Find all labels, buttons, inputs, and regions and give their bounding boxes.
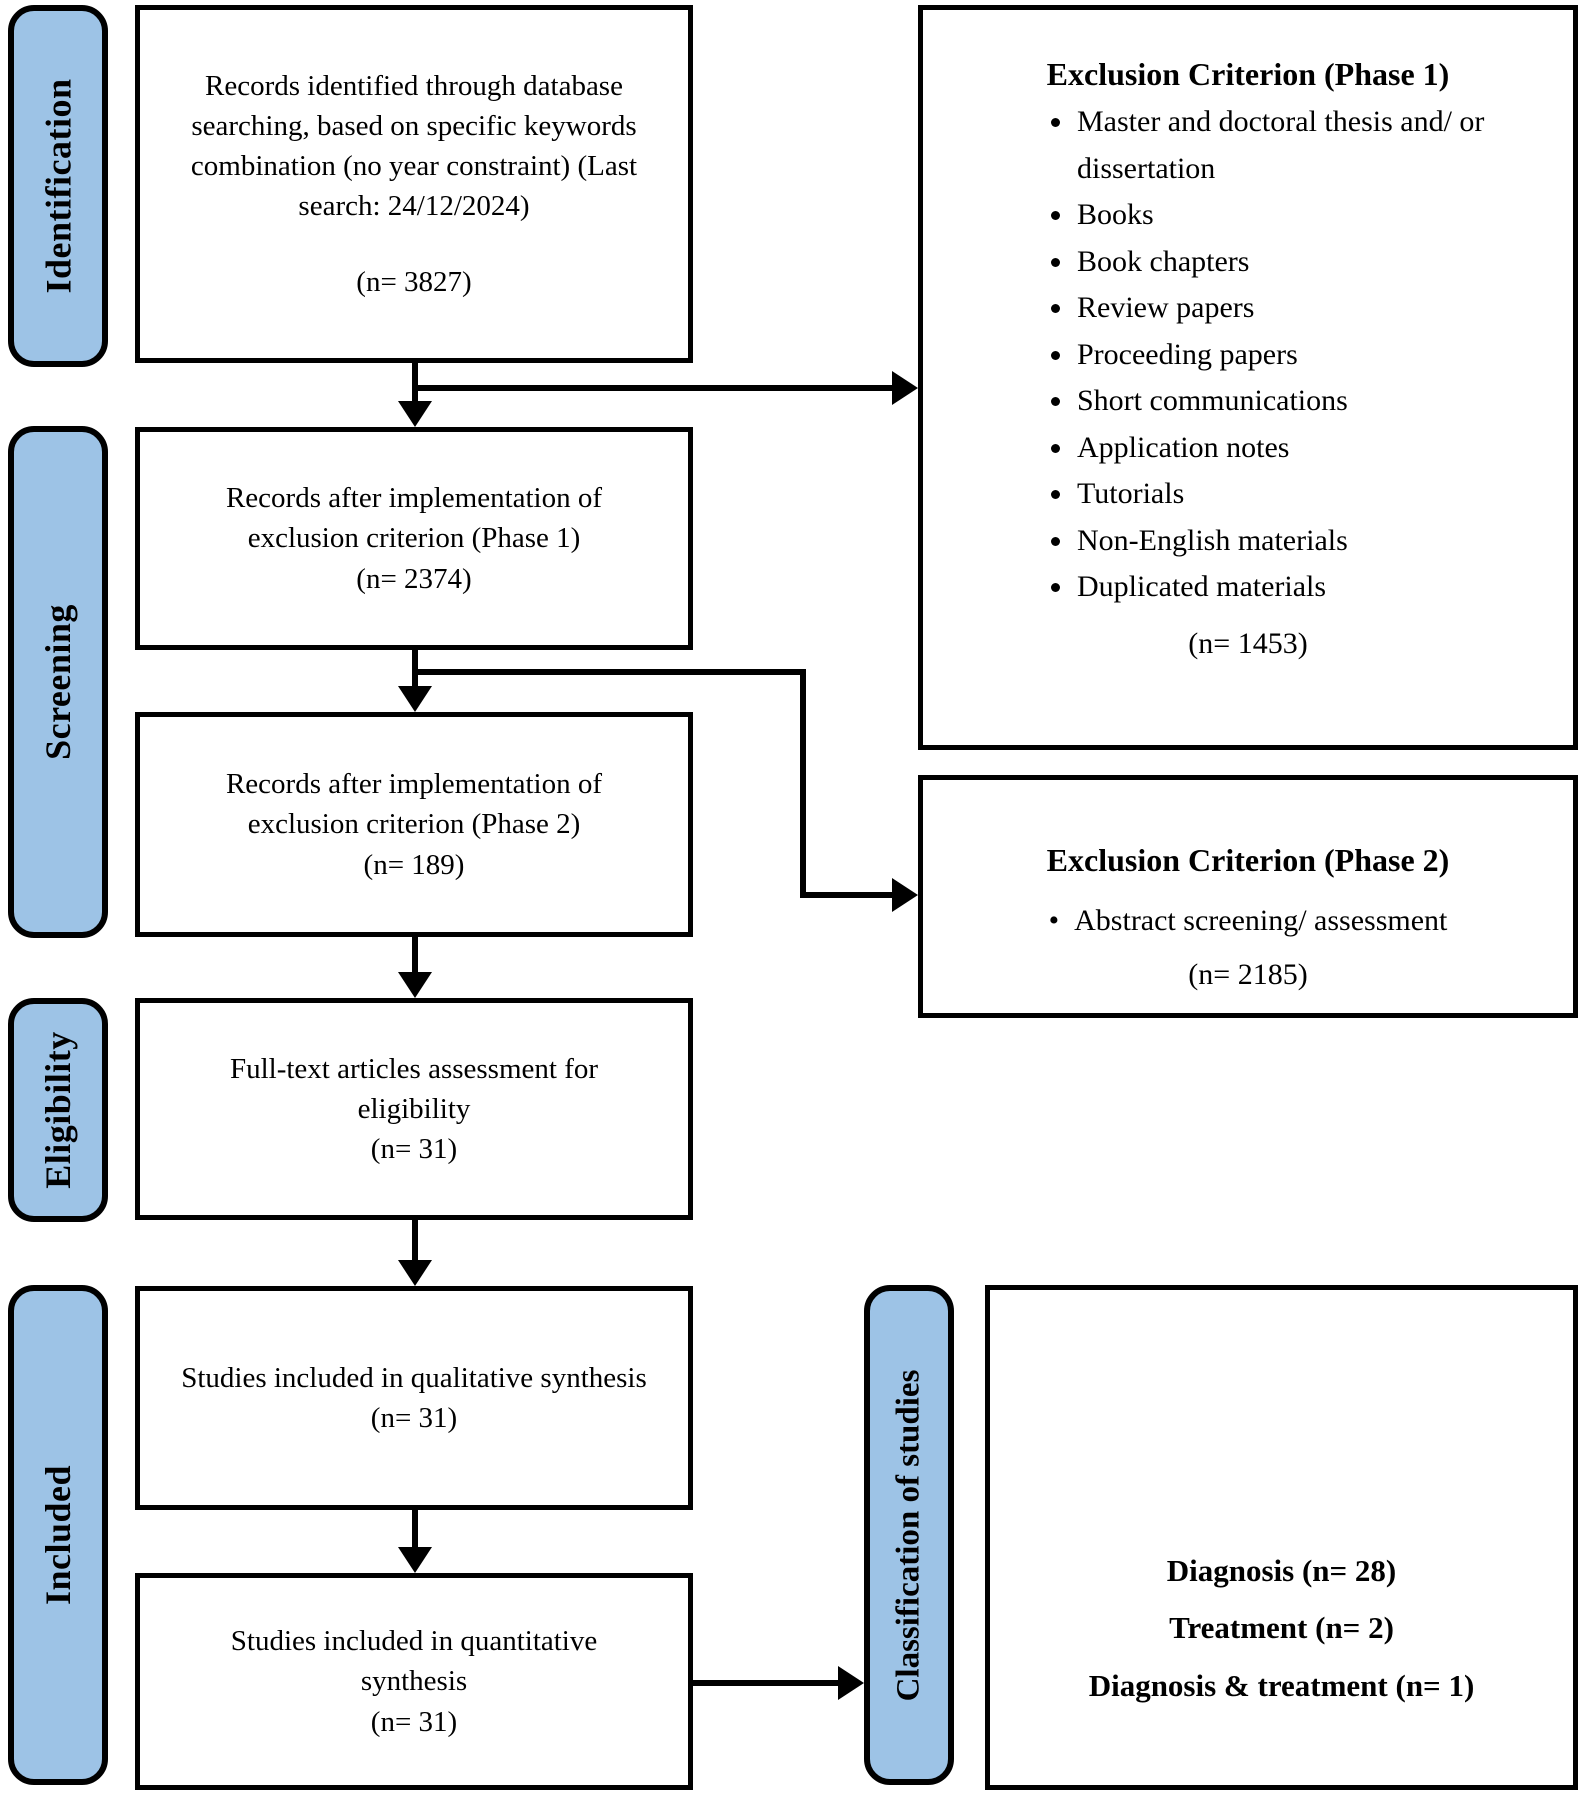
classification-box	[985, 1285, 1578, 1790]
flow-box-after-phase2	[135, 712, 693, 937]
stage-label-identification	[8, 5, 108, 367]
exclusion-phase1-item: • Application notes	[1075, 425, 1523, 472]
exclusion-phase1-item: • Master and doctoral thesis and/ or dissertation	[1075, 99, 1523, 192]
exclusion-phase1-item: • Book chapters	[1075, 239, 1523, 286]
flow-box-records-identified-text: Records identified through database searching, based on specific keywords combination (no year constraint) (Last search: 24/12/2024)	[190, 69, 638, 222]
exclusion-phase1-item: • Review papers	[1075, 285, 1523, 332]
classification-stage-label	[864, 1285, 954, 1785]
classification-line: Diagnosis & treatment (n= 1)	[1088, 1667, 1475, 1703]
arrow-to-exclusion2-segment2	[800, 669, 806, 898]
stage-label-identification-text: Identification	[38, 78, 79, 294]
exclusion-phase1-box	[918, 5, 1578, 750]
stage-label-screening	[8, 426, 108, 938]
flow-box-after-phase1	[135, 427, 693, 650]
arrow-phase2-to-eligibility-line	[412, 937, 418, 974]
flow-box-quantitative-synthesis-text: Studies included in quantitative synthesis	[230, 1625, 598, 1698]
flow-box-after-phase2-text: Records after implementation of exclusion criterion (Phase 2)	[225, 768, 603, 841]
flow-box-quantitative-synthesis-count: (n= 31)	[370, 1705, 458, 1738]
flow-box-records-identified-count: (n= 3827)	[356, 266, 472, 299]
exclusion-phase1-item: • Proceeding papers	[1075, 332, 1523, 379]
flow-box-fulltext-assessment	[135, 998, 693, 1220]
exclusion-phase1-item: • Duplicated materials	[1075, 564, 1523, 611]
arrow-qualitative-to-quantitative-head-icon	[398, 1547, 432, 1573]
stage-label-included	[8, 1285, 108, 1785]
arrow-to-exclusion2-segment1	[412, 669, 806, 675]
flow-box-fulltext-assessment-count: (n= 31)	[370, 1133, 458, 1165]
exclusion-phase2-item: • Abstract screening/ assessment	[1049, 904, 1448, 937]
arrow-phase1-to-phase2-head-icon	[398, 686, 432, 712]
exclusion-phase2-count: (n= 2185)	[1188, 957, 1308, 991]
classification-line: Treatment (n= 2)	[1169, 1610, 1394, 1646]
stage-label-screening-text: Screening	[38, 604, 78, 760]
exclusion-phase2-box	[918, 775, 1578, 1018]
flow-box-qualitative-synthesis-count: (n= 31)	[370, 1402, 458, 1434]
exclusion-phase1-title: Exclusion Criterion (Phase 1)	[1046, 56, 1450, 92]
arrow-to-classification-line	[693, 1680, 840, 1686]
flow-box-fulltext-assessment-text: Full-text articles assessment for eligibility	[229, 1052, 599, 1125]
classification-stage-label-text: Classification of studies	[890, 1369, 927, 1701]
arrow-identification-to-screening-head-icon	[398, 401, 432, 427]
arrow-eligibility-to-qualitative-head-icon	[398, 1260, 432, 1286]
flow-box-records-identified	[135, 5, 693, 363]
arrow-to-classification-head-icon	[838, 1666, 864, 1700]
classification-line: Diagnosis (n= 28)	[1166, 1553, 1397, 1588]
flow-box-qualitative-synthesis	[135, 1286, 693, 1510]
flow-box-after-phase2-count: (n= 189)	[363, 848, 465, 881]
exclusion-phase1-item: • Books	[1075, 192, 1523, 239]
arrow-to-exclusion1-line	[412, 385, 894, 391]
exclusion-phase1-list	[923, 99, 1573, 611]
arrow-qualitative-to-quantitative-line	[412, 1510, 418, 1549]
exclusion-phase1-item: • Tutorials	[1075, 471, 1523, 518]
flow-box-quantitative-synthesis	[135, 1573, 693, 1790]
stage-label-eligibility	[8, 998, 108, 1222]
stage-label-included-text: Included	[38, 1464, 78, 1606]
exclusion-phase1-item: • Short communications	[1075, 378, 1523, 425]
flow-box-after-phase1-text: Records after implementation of exclusion criterion (Phase 1)	[225, 482, 603, 555]
exclusion-phase1-count: (n= 1453)	[1188, 626, 1308, 660]
stage-label-eligibility-text: Eligibility	[38, 1031, 79, 1189]
exclusion-phase2-list	[923, 894, 1573, 948]
flow-box-qualitative-synthesis-text: Studies included in qualitative synthesis	[181, 1361, 647, 1394]
arrow-to-exclusion1-head-icon	[892, 371, 918, 405]
flow-box-after-phase1-count: (n= 2374)	[356, 562, 472, 595]
arrow-eligibility-to-qualitative-line	[412, 1220, 418, 1262]
exclusion-phase2-title: Exclusion Criterion (Phase 2)	[1046, 842, 1450, 878]
exclusion-phase1-item: • Non-English materials	[1075, 518, 1523, 565]
arrow-to-exclusion2-segment3	[800, 892, 894, 898]
arrow-to-exclusion2-head-icon	[892, 878, 918, 912]
arrow-identification-to-screening-line	[412, 363, 418, 403]
arrow-phase2-to-eligibility-head-icon	[398, 972, 432, 998]
